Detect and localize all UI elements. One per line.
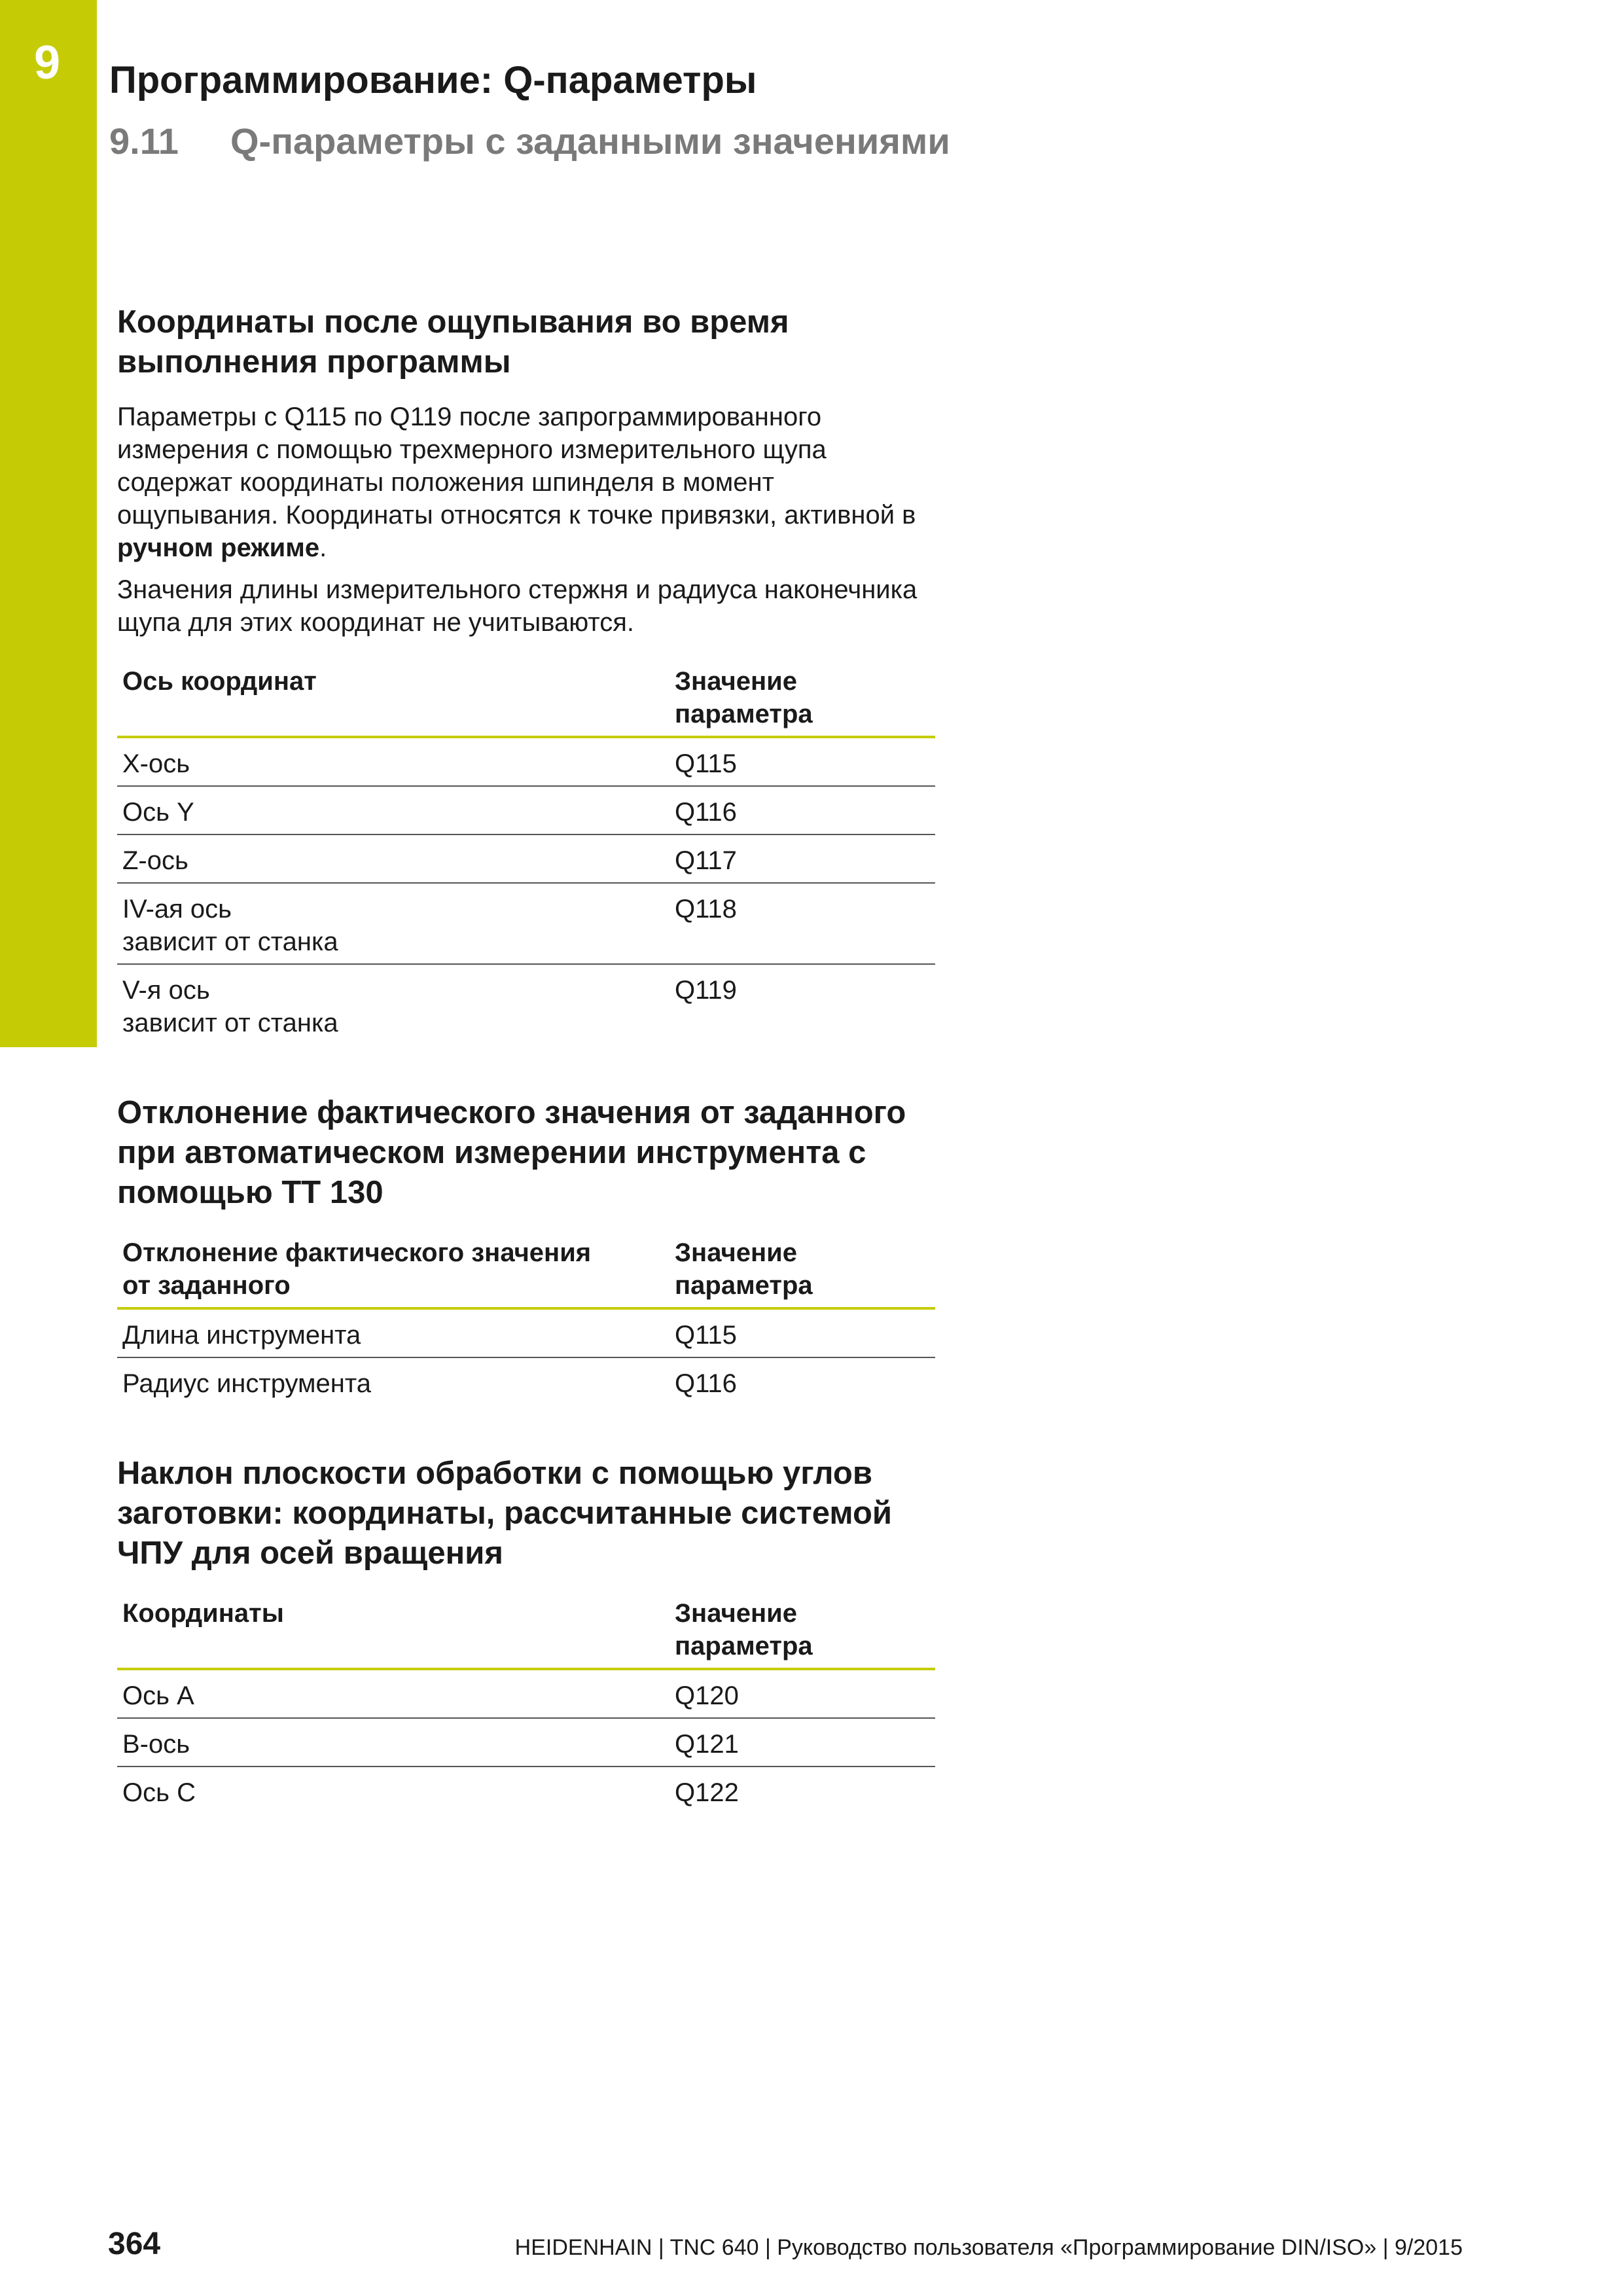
header-deviation: Отклонение фактического значения от заданного	[117, 1223, 675, 1308]
table-row: Ось Y Q116	[117, 786, 935, 834]
para1-term: ручном режиме	[117, 533, 320, 562]
chapter-title: Программирование: Q-параметры	[109, 59, 757, 101]
deviation-parameter-table	[117, 1223, 935, 1405]
section1-paragraph1	[117, 401, 935, 564]
header-param: Значение параметра	[675, 1584, 935, 1669]
axis-parameter-table	[117, 652, 935, 1045]
footer-text: HEIDENHAIN | TNC 640 | Руководство пользователя «Программирование DIN/ISO» | 9/2015	[514, 2235, 1463, 2260]
header-param: Значение параметра	[675, 652, 935, 737]
table-row: Радиус инструмента Q116	[122, 1369, 737, 1398]
table-row: IV-ая ось зависит от станка Q118	[117, 883, 935, 964]
header-coordinates: Координаты	[117, 1584, 675, 1669]
section3-heading: Наклон плоскости обработки с помощью углов заготовки: координаты, рассчитанные системой ЧПУ для осей вращения	[117, 1456, 893, 1571]
para1-text: Параметры с Q115 по Q119 после запрограммированного измерения с помощью трехмерного измерительного щупа содержат координаты положения шпинделя в момент ощупывания. Координаты относятся к точке привязки, активной в	[117, 403, 916, 529]
table-row: V-я ось зависит от станка Q119	[122, 976, 737, 1037]
chapter-tab	[0, 0, 97, 1047]
table-row: B-ось Q121	[117, 1718, 935, 1767]
para1-end: .	[319, 533, 327, 562]
section1-paragraph2: Значения длины измерительного стержня и радиуса наконечника щупа для этих координат не учитываются.	[117, 575, 918, 637]
table-row: Ось C Q122	[122, 1778, 739, 1807]
section-title-text: Q-параметры с заданными значениями	[230, 120, 950, 162]
table-row: Ось A Q120	[117, 1669, 935, 1718]
table-header-row	[117, 1584, 935, 1669]
section-number: 9.11	[109, 120, 179, 162]
table-header-row	[117, 652, 935, 737]
section2-heading: Отклонение фактического значения от заданного при автоматическом измерении инструмента с помощью TT 130	[117, 1095, 906, 1210]
chapter-number: 9	[34, 37, 61, 89]
section-title	[109, 119, 950, 163]
page-number: 364	[108, 2227, 161, 2261]
table-row: Длина инструмента Q115	[117, 1308, 935, 1357]
rotary-axis-parameter-table	[117, 1584, 935, 1814]
header-axis: Ось координат	[117, 652, 675, 737]
section1-heading: Координаты после ощупывания во время выполнения программы	[117, 304, 789, 380]
table-header-row	[117, 1223, 935, 1308]
header-param: Значение параметра	[675, 1223, 935, 1308]
page-content	[117, 302, 935, 1814]
table-row: X-ось Q115	[117, 737, 935, 786]
table-row: Z-ось Q117	[117, 834, 935, 883]
